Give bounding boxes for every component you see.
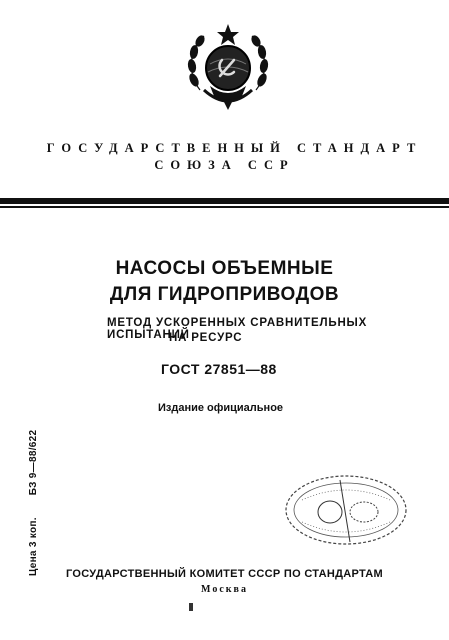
edition-label: Издание официальное: [158, 402, 284, 414]
print-mark: [189, 603, 193, 611]
title-line-1: НАСОСЫ ОБЪЕМНЫЕ: [115, 258, 334, 279]
price-label: Цена 3 коп.: [28, 517, 39, 576]
header-line-2: СОЮЗА ССР: [154, 158, 295, 172]
divider-thick: [0, 198, 449, 204]
header-line-1: ГОСУДАРСТВЕННЫЙ СТАНДАРТ: [46, 141, 423, 155]
side-note: [28, 430, 39, 576]
standard-number: ГОСТ 27851—88: [161, 361, 277, 377]
divider-thin: [0, 206, 449, 208]
library-stamp-icon: [282, 470, 410, 550]
subtitle-line-1: МЕТОД УСКОРЕННЫХ СРАВНИТЕЛЬНЫХ ИСПЫТАНИЙ: [107, 317, 368, 341]
ussr-coat-of-arms-icon: [180, 20, 276, 116]
publisher-city: Москва: [201, 584, 248, 595]
publisher-name: ГОСУДАРСТВЕННЫЙ КОМИТЕТ СССР ПО СТАНДАРТАМ: [65, 568, 384, 580]
subtitle-line-2: НА РЕСУРС: [169, 332, 243, 344]
catalog-code: БЗ 9—88/622: [28, 429, 39, 496]
title-line-2: ДЛЯ ГИДРОПРИВОДОВ: [109, 284, 340, 305]
